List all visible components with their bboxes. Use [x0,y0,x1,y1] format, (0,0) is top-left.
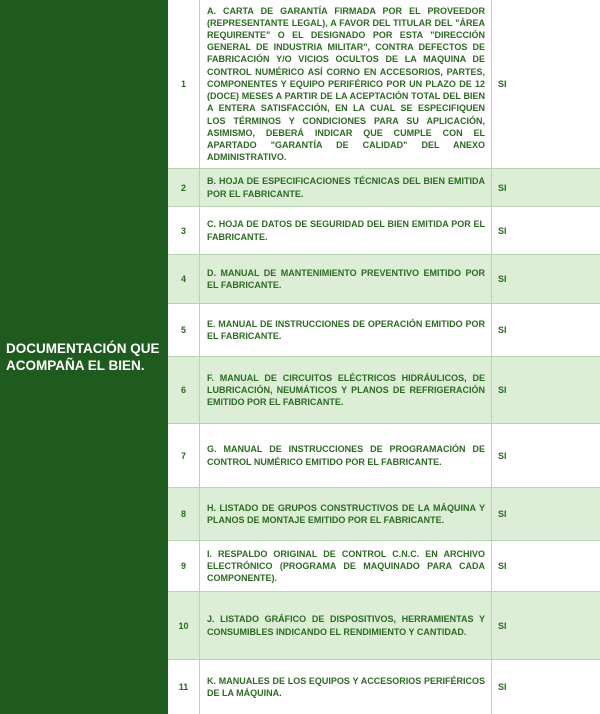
row-number: 2 [168,169,200,206]
table-row [168,660,600,714]
row-description [200,304,492,356]
row-description [200,541,492,591]
row-answer: SI [498,182,507,193]
row-description-text: G. MANUAL DE INSTRUCCIONES DE PROGRAMACIÓN DE CONTROL NUMÉRICO EMITIDO POR EL FABRICANTE. [207,444,485,467]
row-description [200,592,492,659]
table-row [168,592,600,660]
row-description-text: H. LISTADO DE GRUPOS CONSTRUCTIVOS DE LA MÁQUINA Y PLANOS DE MONTAJE EMITIDO POR EL FABRICANTE. [207,502,485,525]
row-number: 6 [168,357,200,423]
row-answer: SI [498,509,507,519]
category-label: DOCUMENTACIÓN QUE ACOMPAÑA EL BIEN. [6,341,160,373]
row-description-text: D. MANUAL DE MANTENIMIENTO PREVENTIVO EMITIDO POR EL FABRICANTE. [207,267,485,290]
row-answer: SI [498,325,507,335]
table-row [168,207,600,255]
row-description-text: J. LISTADO GRÁFICO DE DISPOSITIVOS, HERRAMIENTAS Y CONSUMIBLES INDICANDO EL RENDIMIENTO Y CANTIDAD. [207,614,485,637]
row-answer: SI [498,620,507,631]
row-description-text: C. HOJA DE DATOS DE SEGURIDAD DEL BIEN EMITIDA POR EL FABRICANTE. [207,219,485,242]
row-number: 4 [168,255,200,303]
row-number: 10 [168,592,200,659]
row-number: 3 [168,207,200,254]
row-description [200,0,492,168]
row-number: 8 [168,488,200,540]
row-description [200,488,492,540]
row-description-text: I. RESPALDO ORIGINAL DE CONTROL C.N.C. EN ARCHIVO ELECTRÓNICO (PROGRAMA DE MAQUINADO PARA CADA COMPONENTE). [207,548,485,584]
row-answer: SI [498,225,507,236]
table-row [168,488,600,541]
row-description-text: F. MANUAL DE CIRCUITOS ELÉCTRICOS HIDRÁULICOS, DE LUBRICACIÓN, NEUMÁTICOS Y PLANOS DE REFRIGERACIÓN EMITIDO POR EL FABRICANTE. [207,372,485,408]
row-number: 7 [168,424,200,487]
row-number: 1 [168,0,200,168]
row-description [200,169,492,206]
row-description [200,207,492,254]
row-description [200,660,492,714]
table-row [168,255,600,304]
row-answer: SI [498,274,507,284]
row-description [200,357,492,423]
row-answer: SI [498,79,507,89]
row-number: 11 [168,660,200,714]
row-number: 5 [168,304,200,356]
table-row [168,0,600,169]
table-row [168,304,600,357]
category-cell [0,0,168,714]
table-row [168,169,600,207]
table-row [168,541,600,592]
rows-container [168,0,600,714]
table-row [168,357,600,424]
table-row [168,424,600,488]
row-answer: SI [498,561,507,571]
row-answer: SI [498,682,507,692]
row-answer: SI [498,450,507,461]
row-description-text: K. MANUALES DE LOS EQUIPOS Y ACCESORIOS PERIFÉRICOS DE LA MÁQUINA. [207,675,485,698]
row-description-text: B. HOJA DE ESPECIFICACIONES TÉCNICAS DEL BIEN EMITIDA POR EL FABRICANTE. [207,176,485,199]
row-number: 9 [168,541,200,591]
row-description-text: A. CARTA DE GARANTÍA FIRMADA POR EL PROVEEDOR (REPRESENTANTE LEGAL), A FAVOR DEL TITULAR DEL "ÁREA REQUIRENTE" O EL DESIGNADO POR ESTA "DIRECCIÓN GENERAL DE INDUSTRIA MILITAR", CONTRA DEFECTOS DE FABRICACIÓN Y/O VICIOS OCULTOS DE LA MAQUINA DE CONTROL NUMÉRICO ASÍ CORNO EN ACCESORIOS, PARTES, COMPONENTES Y EQUIPO PERIFÉRICO POR UN PLAZO DE 12 (DOCE) MESES A PARTIR DE LA ACEPTACIÓN TOTAL DEL BIEN A ENTERA SATISFACCIÓN, EN LA CUAL SE ESPECIFIQUEN LOS TÉRMINOS Y CONDICIONES PARA SU APLICACIÓN, ASIMISMO, DEBERÁ INDICAR QUE CUMPLE CON EL APARTADO "GARANTÍA DE CALIDAD" DEL ANEXO ADMINISTRATIVO. [207,5,485,163]
row-answer: SI [498,385,507,395]
row-description-text: E. MANUAL DE INSTRUCCIONES DE OPERACIÓN EMITIDO POR EL FABRICANTE. [207,318,485,341]
row-description [200,255,492,303]
row-description [200,424,492,487]
